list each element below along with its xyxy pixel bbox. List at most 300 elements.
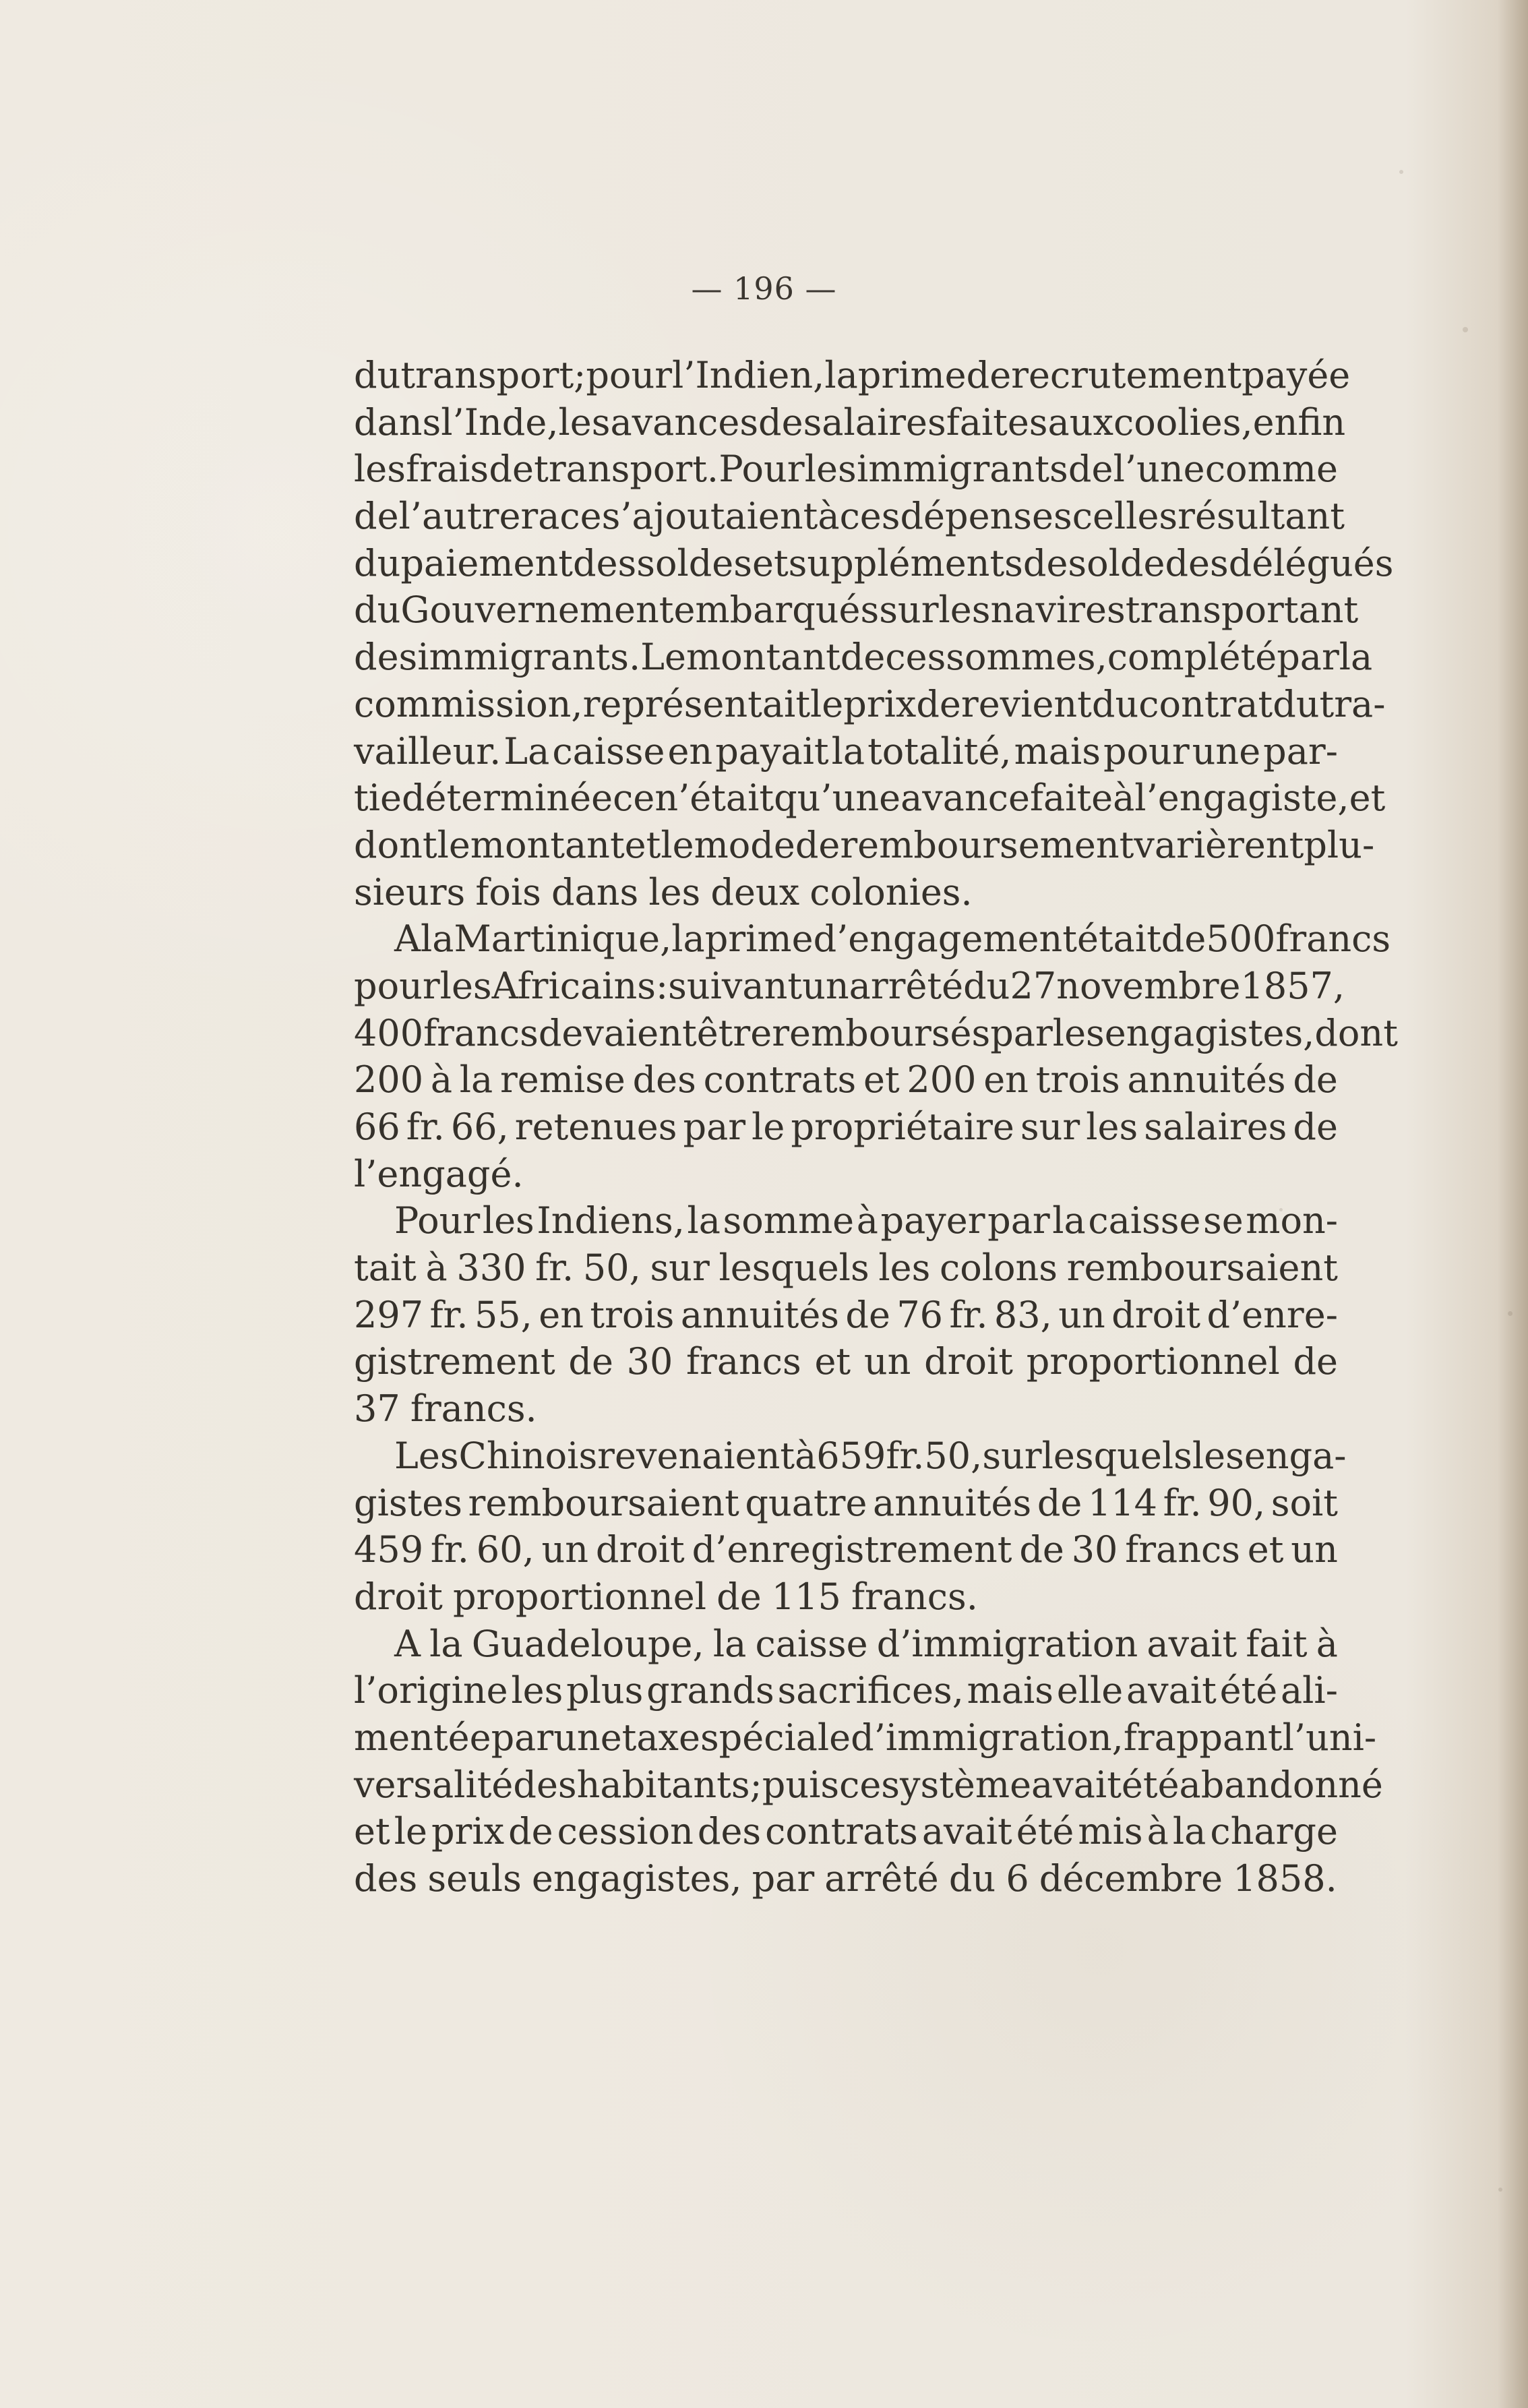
text-word: de	[1022, 541, 1068, 584]
text-word: soldes	[636, 541, 752, 584]
text-word: à	[1147, 1810, 1169, 1853]
text-word: les	[804, 448, 857, 491]
text-word: par	[1277, 636, 1339, 679]
text-word: l’uni-	[1282, 1716, 1377, 1759]
text-word: du	[1273, 682, 1320, 725]
text-word: 115	[771, 1575, 841, 1618]
text-word: lesquels	[1041, 1434, 1192, 1477]
text-word: celles	[1072, 495, 1178, 538]
text-word: 200	[907, 1058, 977, 1102]
text-line	[354, 1855, 1338, 1902]
text-word: :	[655, 964, 669, 1007]
text-word: décembre	[1039, 1857, 1223, 1900]
text-line	[354, 1244, 1338, 1292]
text-word: être	[696, 1011, 772, 1054]
text-word: la	[459, 1058, 493, 1102]
text-word: fr.	[429, 1293, 468, 1336]
text-word: été	[1121, 1763, 1180, 1806]
text-word: annuités	[680, 1293, 839, 1336]
text-word: suppléments	[788, 541, 1023, 584]
text-word: l’autre	[398, 495, 521, 538]
text-word: commission,	[354, 682, 583, 725]
text-word: avances	[610, 400, 759, 444]
text-word: annuités	[873, 1481, 1032, 1524]
text-word: d’immigration	[876, 1622, 1138, 1665]
text-word: comme	[1204, 448, 1338, 491]
text-word: retenues	[514, 1106, 677, 1148]
text-word: lesquels	[719, 1246, 869, 1290]
text-word: francs	[1125, 1528, 1240, 1571]
text-word: proportionnel	[452, 1575, 707, 1618]
text-word: gistrement	[354, 1340, 555, 1383]
text-word: ces	[885, 636, 946, 679]
text-word: remboursés	[772, 1011, 991, 1054]
text-word: salaires	[1144, 1106, 1287, 1148]
text-word: de	[1068, 448, 1113, 491]
text-word: dont	[354, 823, 437, 866]
text-word: droit	[1111, 1293, 1201, 1336]
text-word: francs.	[851, 1575, 978, 1618]
text-word: francs	[423, 1011, 539, 1054]
text-word: à	[818, 495, 840, 538]
text-word: la	[687, 1199, 721, 1242]
text-word: Les	[394, 1434, 459, 1477]
text-word: plu-	[1304, 823, 1375, 866]
text-line	[354, 1151, 1338, 1198]
text-word: droit	[354, 1575, 443, 1618]
text-word: quatre	[745, 1481, 867, 1524]
text-word: en	[983, 1058, 1029, 1102]
text-word: avait	[1126, 1669, 1217, 1712]
text-word: du	[1091, 682, 1139, 725]
text-word: la	[712, 1622, 747, 1665]
text-word: n’était	[654, 777, 774, 820]
text-word: montant	[685, 636, 841, 679]
text-word: de	[716, 1575, 762, 1618]
text-word: un	[802, 964, 849, 1007]
text-word: colonies.	[809, 870, 973, 913]
text-word: sur	[650, 1246, 710, 1290]
text-word: ce	[613, 777, 655, 820]
text-word: de	[354, 495, 399, 538]
text-word: déterminée	[401, 777, 613, 820]
text-word: tait	[354, 1246, 417, 1290]
text-word: complété	[1107, 636, 1277, 679]
text-word: les	[482, 1199, 534, 1242]
text-word: mentée	[354, 1716, 491, 1759]
text-word: par-	[1263, 729, 1338, 773]
text-line	[354, 399, 1346, 446]
text-word: devaient	[538, 1011, 697, 1054]
text-line	[354, 1385, 1338, 1433]
text-word: Africains	[491, 964, 656, 1007]
text-word: salaires	[803, 400, 946, 444]
text-word: était	[1076, 917, 1161, 961]
text-word: engagistes,	[531, 1857, 742, 1900]
text-word: les	[558, 400, 611, 444]
text-word: des	[513, 1763, 577, 1806]
text-word: 37	[354, 1387, 400, 1431]
text-word: des	[573, 541, 637, 584]
text-word: des	[354, 1857, 418, 1900]
text-word: 27	[1010, 964, 1057, 1007]
text-word: et	[814, 1340, 851, 1383]
text-word: un	[863, 1340, 911, 1383]
text-word: transport	[400, 354, 574, 396]
text-word: pour	[1103, 729, 1190, 773]
text-word: des	[632, 1058, 696, 1102]
text-word: remboursaient	[1066, 1246, 1338, 1290]
text-word: par	[683, 1106, 746, 1148]
text-word: contrats	[703, 1058, 857, 1102]
text-word: avance	[900, 777, 1030, 820]
text-word: payer	[880, 1199, 985, 1242]
text-word: navires	[990, 589, 1126, 632]
text-word: de	[840, 636, 886, 679]
text-word: le	[810, 682, 844, 725]
text-word: droit	[595, 1528, 685, 1571]
text-word: frais	[406, 448, 489, 491]
text-word: du	[354, 589, 401, 632]
text-line	[354, 540, 1394, 587]
text-word: Pour	[719, 448, 805, 491]
text-line	[354, 915, 1391, 963]
text-word: du	[948, 1857, 996, 1900]
text-word: enfin	[1252, 400, 1346, 444]
text-word: La	[503, 729, 550, 773]
text-word: sur	[1020, 1106, 1080, 1148]
text-word: dépenses	[900, 495, 1072, 538]
text-word: des	[1165, 541, 1229, 584]
text-word: Gouvernement	[400, 589, 674, 632]
text-word: 659	[816, 1434, 886, 1477]
text-line	[354, 1667, 1338, 1714]
text-word: délégués	[1228, 541, 1394, 584]
text-word: 30	[626, 1340, 673, 1383]
text-word: 459	[354, 1528, 424, 1571]
text-word: de	[1293, 1340, 1338, 1383]
text-word: suivant	[668, 964, 803, 1007]
text-word: frappant	[1123, 1716, 1283, 1759]
text-word: contrats	[765, 1810, 918, 1853]
text-word: Indiens,	[537, 1199, 685, 1242]
text-line	[354, 775, 1386, 822]
text-word: 50,	[582, 1246, 641, 1290]
text-line	[354, 1480, 1338, 1527]
text-word: fr.	[949, 1293, 988, 1336]
text-word: ;	[750, 1763, 762, 1806]
text-line	[354, 446, 1338, 493]
text-word: les	[354, 448, 406, 491]
text-line	[354, 1808, 1338, 1855]
text-word: l’une	[1113, 448, 1205, 491]
text-word: immigrants	[856, 448, 1068, 491]
text-word: la	[421, 917, 454, 961]
text-word: de	[1019, 1528, 1064, 1571]
text-word: avait	[1147, 1622, 1237, 1665]
text-word: solde	[1068, 541, 1165, 584]
text-word: 90,	[1207, 1481, 1266, 1524]
text-word: par	[752, 1857, 815, 1900]
text-word: francs	[686, 1340, 801, 1383]
text-word: novembre	[1056, 964, 1241, 1007]
text-word: mode	[694, 823, 795, 866]
text-line	[354, 1338, 1338, 1385]
text-word: taxe	[621, 1716, 700, 1759]
text-word: et	[1349, 777, 1386, 820]
text-word: 50,	[924, 1434, 983, 1477]
text-line	[354, 1714, 1377, 1762]
text-word: versalité	[354, 1763, 514, 1806]
text-word: deux	[710, 870, 800, 913]
text-word: cession	[557, 1810, 694, 1853]
text-word: faites	[946, 400, 1048, 444]
text-word: un	[541, 1528, 589, 1571]
paper-spot	[1463, 327, 1468, 332]
text-word: et	[752, 541, 789, 584]
text-word: proportionnel	[1026, 1340, 1280, 1383]
text-word: dont	[1314, 1011, 1398, 1054]
text-word: 330	[456, 1246, 526, 1290]
text-line	[354, 1526, 1338, 1573]
text-word: coolies,	[1113, 400, 1253, 444]
text-word: tra-	[1319, 682, 1386, 725]
text-word: transport.	[534, 448, 719, 491]
text-word: la	[1172, 1810, 1206, 1853]
text-word: 83,	[994, 1293, 1052, 1336]
text-word: un	[1291, 1528, 1338, 1571]
text-word: la	[671, 917, 705, 961]
text-word: elle	[1056, 1669, 1124, 1712]
text-word: spéciale	[700, 1716, 851, 1759]
text-word: fr.	[430, 1528, 469, 1571]
text-word: francs.	[410, 1387, 537, 1431]
text-word: le	[437, 823, 470, 866]
text-word: la	[1339, 636, 1373, 679]
text-word: embarqués	[673, 589, 880, 632]
text-word: arrêté	[824, 1857, 939, 1900]
text-word: d’enregistrement	[692, 1528, 1012, 1571]
text-word: somme	[723, 1199, 855, 1242]
text-line	[354, 822, 1375, 869]
text-line	[354, 728, 1338, 775]
text-word: à	[430, 1058, 453, 1102]
text-word: du	[963, 964, 1010, 1007]
text-word: transportant	[1125, 589, 1359, 632]
text-line	[354, 1762, 1383, 1809]
paper-spot	[1399, 170, 1403, 174]
text-word: fr.	[535, 1246, 574, 1290]
text-line	[354, 681, 1386, 728]
text-word: du	[354, 354, 401, 396]
text-word: qu’une	[774, 777, 901, 820]
text-word: dans	[354, 400, 441, 444]
text-word: sacrifices,	[777, 1669, 964, 1712]
text-word: de	[916, 682, 961, 725]
text-word: caisse	[755, 1622, 868, 1665]
text-word: mais	[1014, 729, 1101, 773]
text-word: 200	[354, 1058, 424, 1102]
text-line	[354, 963, 1345, 1010]
text-line	[354, 1010, 1398, 1057]
text-word: charge	[1210, 1810, 1338, 1853]
text-word: colons	[939, 1246, 1058, 1290]
text-word: aux	[1047, 400, 1113, 444]
text-line	[354, 869, 1338, 916]
text-word: de	[845, 1293, 890, 1336]
text-word: fr.	[406, 1106, 445, 1148]
text-word: par	[987, 1199, 1050, 1242]
text-word: le	[752, 1106, 785, 1148]
text-word: habitants	[576, 1763, 750, 1806]
text-word: Pour	[394, 1199, 481, 1242]
text-word: avait	[1031, 1763, 1122, 1806]
text-word: sur	[982, 1434, 1042, 1477]
text-word: se	[1203, 1199, 1244, 1242]
text-word: fr.	[1163, 1481, 1202, 1524]
text-word: été	[1219, 1669, 1278, 1712]
text-word: puis	[762, 1763, 840, 1806]
text-word: de	[1293, 1106, 1338, 1148]
text-word: contrat	[1138, 682, 1273, 725]
text-line	[354, 586, 1359, 634]
page-number: — 196 —	[691, 270, 837, 307]
text-word: d’enre-	[1206, 1293, 1338, 1336]
text-word: de	[966, 354, 1012, 396]
text-word: propriétaire	[791, 1106, 1014, 1148]
text-word: le	[661, 823, 694, 866]
text-word: les	[648, 870, 701, 913]
text-word: immigrants.	[417, 636, 641, 679]
text-word: plus	[566, 1669, 644, 1712]
text-word: seuls	[427, 1857, 522, 1900]
text-word: revenaient	[597, 1434, 795, 1477]
text-word: caisse	[552, 729, 665, 773]
text-word: les	[439, 964, 492, 1007]
text-line	[354, 1433, 1347, 1480]
text-word: une	[1192, 729, 1261, 773]
text-word: 297	[354, 1293, 424, 1336]
text-word: et	[354, 1810, 390, 1853]
text-word: et	[624, 823, 661, 866]
text-word: 6	[1006, 1857, 1029, 1900]
text-word: race	[520, 495, 602, 538]
text-word: grands	[646, 1669, 774, 1712]
text-word: prime	[704, 917, 814, 961]
text-word: mon-	[1246, 1199, 1338, 1242]
text-line	[354, 634, 1373, 681]
text-word: la	[831, 729, 865, 773]
text-word: ces	[839, 495, 900, 538]
text-word: droit	[924, 1340, 1013, 1383]
text-word: A	[394, 917, 421, 961]
text-word: trois	[590, 1293, 675, 1336]
text-word: francs	[1275, 917, 1391, 961]
text-word: en	[667, 729, 713, 773]
text-word: ;	[574, 354, 586, 396]
text-word: s’ajoutaient	[601, 495, 818, 538]
text-word: en	[539, 1293, 584, 1336]
text-word: les	[1086, 1106, 1138, 1148]
text-word: les	[1052, 1011, 1105, 1054]
text-line	[354, 1056, 1338, 1104]
text-word: la	[824, 354, 858, 396]
text-word: trois	[1035, 1058, 1120, 1102]
text-word: 76	[896, 1293, 944, 1336]
text-line	[354, 352, 1351, 399]
text-word: l’engagé.	[354, 1152, 524, 1195]
text-word: Le	[640, 636, 686, 679]
text-word: l’origine	[354, 1669, 508, 1712]
text-word: 60,	[476, 1528, 534, 1571]
text-word: pour	[586, 354, 673, 396]
text-word: remboursaient	[468, 1481, 739, 1524]
text-line	[354, 493, 1345, 540]
text-word: montant	[470, 823, 625, 866]
text-word: sieurs	[354, 870, 466, 913]
text-word: une	[553, 1716, 622, 1759]
text-word: arrêté	[849, 964, 964, 1007]
text-word: 55,	[474, 1293, 532, 1336]
text-word: fois	[475, 870, 541, 913]
text-word: payée	[1242, 354, 1351, 396]
text-word: ali-	[1280, 1669, 1338, 1712]
text-word: remise	[499, 1058, 625, 1102]
text-word: de	[1161, 917, 1206, 961]
text-word: 114	[1087, 1481, 1158, 1524]
text-word: et	[1247, 1528, 1284, 1571]
text-word: ce	[839, 1763, 882, 1806]
text-word: Guadeloupe,	[471, 1622, 704, 1665]
text-word: prime	[857, 354, 967, 396]
text-line	[354, 1292, 1338, 1339]
text-word: à	[1113, 777, 1135, 820]
text-word: engagistes,	[1104, 1011, 1315, 1054]
text-word: les	[1192, 1434, 1244, 1477]
body-text	[354, 352, 1398, 1902]
text-word: annuités	[1127, 1058, 1286, 1102]
text-word: un	[1058, 1293, 1105, 1336]
text-word: les	[511, 1669, 563, 1712]
text-word: 1858.	[1233, 1857, 1337, 1900]
text-word: totalité,	[867, 729, 1012, 773]
paper-spot	[1498, 2188, 1502, 2192]
text-word: à	[1316, 1622, 1338, 1665]
text-word: de	[489, 448, 534, 491]
text-word: l’Indien,	[672, 354, 825, 396]
text-word: l’engagiste,	[1134, 777, 1349, 820]
text-word: prix	[843, 682, 917, 725]
text-word: à	[856, 1199, 878, 1242]
text-word: par	[990, 1011, 1053, 1054]
text-word: abandonné	[1179, 1763, 1383, 1806]
text-word: faite	[1029, 777, 1113, 820]
text-line	[354, 1621, 1338, 1668]
text-word: payait	[715, 729, 829, 773]
text-word: à	[795, 1434, 817, 1477]
text-word: 30	[1071, 1528, 1118, 1571]
text-word: représentait	[582, 682, 811, 725]
text-word: de	[508, 1810, 553, 1853]
text-word: de	[758, 400, 803, 444]
text-word: 1857,	[1240, 964, 1345, 1007]
text-word: varièrent	[1134, 823, 1304, 866]
text-word: fr.	[886, 1434, 925, 1477]
text-line	[354, 1104, 1338, 1151]
text-word: soit	[1271, 1481, 1338, 1524]
text-word: sur	[879, 589, 939, 632]
text-word: les	[878, 1246, 931, 1290]
